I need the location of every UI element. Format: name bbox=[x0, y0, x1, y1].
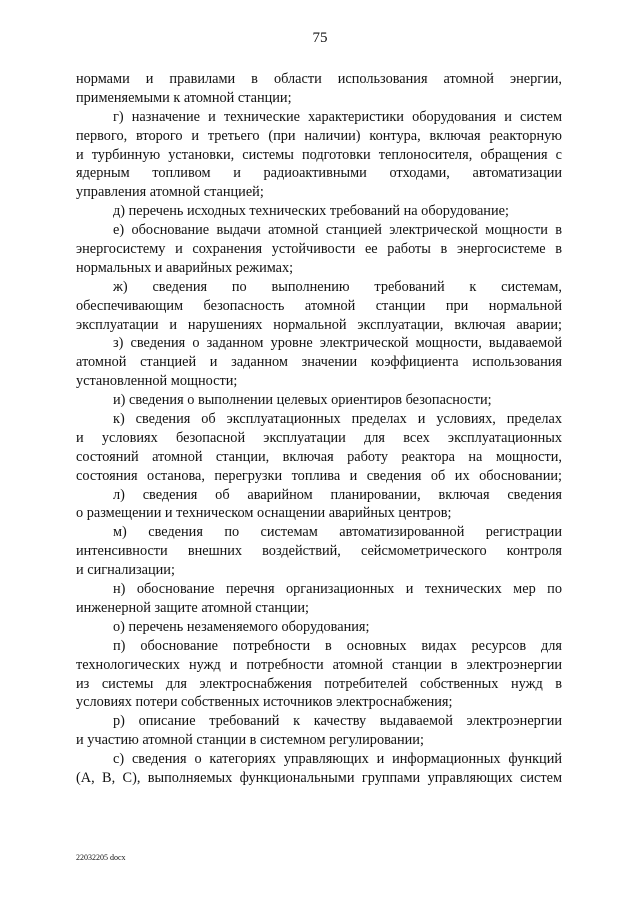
text-line: (A, B, C), выполняемых функциональными группами управляющих систем bbox=[76, 769, 562, 786]
text-line: ж) сведения по выполнению требований к системам, bbox=[113, 278, 562, 295]
text-line: нормами и правилами в области использования атомной энергии, bbox=[76, 71, 562, 87]
text-line: энергосистему и сохранения устойчивости ее работы в энергосистеме в bbox=[76, 241, 562, 258]
text-line: и) сведения о выполнении целевых ориентиров безопасности; bbox=[113, 392, 492, 409]
text-line: интенсивности внешних воздействий, сейсмометрического контроля bbox=[76, 543, 562, 560]
text-line: г) назначение и технические характеристики оборудования и систем bbox=[113, 108, 562, 125]
text-line: из системы для электроснабжения потребителей собственных нужд в bbox=[76, 675, 562, 692]
text-line: атомной станцией и заданном значении коэффициента использования bbox=[76, 354, 562, 371]
text-line: нормальных и аварийных режимах; bbox=[76, 259, 294, 276]
text-line: состояния останова, перегрузки топлива и сведения об их обосновании; bbox=[76, 467, 562, 484]
text-line: первого, второго и третьего (при наличии) контура, включая реакторную bbox=[76, 127, 562, 144]
text-line: о размещении и техническом оснащении аварийных центров; bbox=[76, 505, 452, 522]
text-line: и сигнализации; bbox=[76, 562, 175, 579]
text-line: применяемыми к атомной станции; bbox=[76, 89, 292, 106]
text-line: эксплуатации и нарушениях нормальной эксплуатации, включая аварии; bbox=[76, 316, 562, 333]
text-line: и турбинную установки, системы подготовки теплоносителя, обращения с bbox=[76, 146, 562, 163]
text-line: инженерной защите атомной станции; bbox=[76, 599, 310, 616]
page-number: 75 bbox=[312, 30, 328, 46]
text-line: технологических нужд и потребности атомной станции в электроэнергии bbox=[76, 656, 562, 673]
text-line: о) перечень незаменяемого оборудования; bbox=[113, 618, 370, 635]
text-line: управления атомной станцией; bbox=[76, 184, 264, 201]
text-line: л) сведения об аварийном планировании, включая сведения bbox=[113, 486, 562, 503]
text-line: с) сведения о категориях управляющих и информационных функций bbox=[113, 751, 562, 768]
text-line: ядерным топливом и радиоактивными отходами, автоматизации bbox=[76, 165, 562, 182]
text-line: состояний атомной станции, включая работу реактора на мощности, bbox=[76, 448, 562, 465]
text-line: р) описание требований к качеству выдаваемой электроэнергии bbox=[113, 713, 562, 730]
text-line: условиях потери собственных источников электроснабжения; bbox=[76, 694, 453, 711]
text-line: з) сведения о заданном уровне электрической мощности, выдаваемой bbox=[113, 335, 562, 352]
text-line: и участию атомной станции в системном регулировании; bbox=[76, 732, 424, 749]
text-line: к) сведения об эксплуатационных пределах и условиях, пределах bbox=[113, 411, 562, 428]
document-body bbox=[76, 70, 562, 788]
document-footer: 22032205 docx bbox=[76, 853, 126, 862]
text-line: е) обоснование выдачи атомной станцией электрической мощности в bbox=[113, 222, 562, 239]
text-line: и условиях безопасной эксплуатации для всех эксплуатационных bbox=[76, 429, 562, 446]
text-line: установленной мощности; bbox=[76, 373, 238, 390]
text-line: п) обоснование потребности в основных видах ресурсов для bbox=[113, 637, 562, 654]
text-line: д) перечень исходных технических требований на оборудование; bbox=[113, 203, 509, 220]
text-line: н) обоснование перечня организационных и технических мер по bbox=[113, 581, 562, 598]
text-line: м) сведения по системам автоматизированной регистрации bbox=[113, 524, 562, 541]
text-line: обеспечивающим безопасность атомной станции при нормальной bbox=[76, 297, 562, 314]
